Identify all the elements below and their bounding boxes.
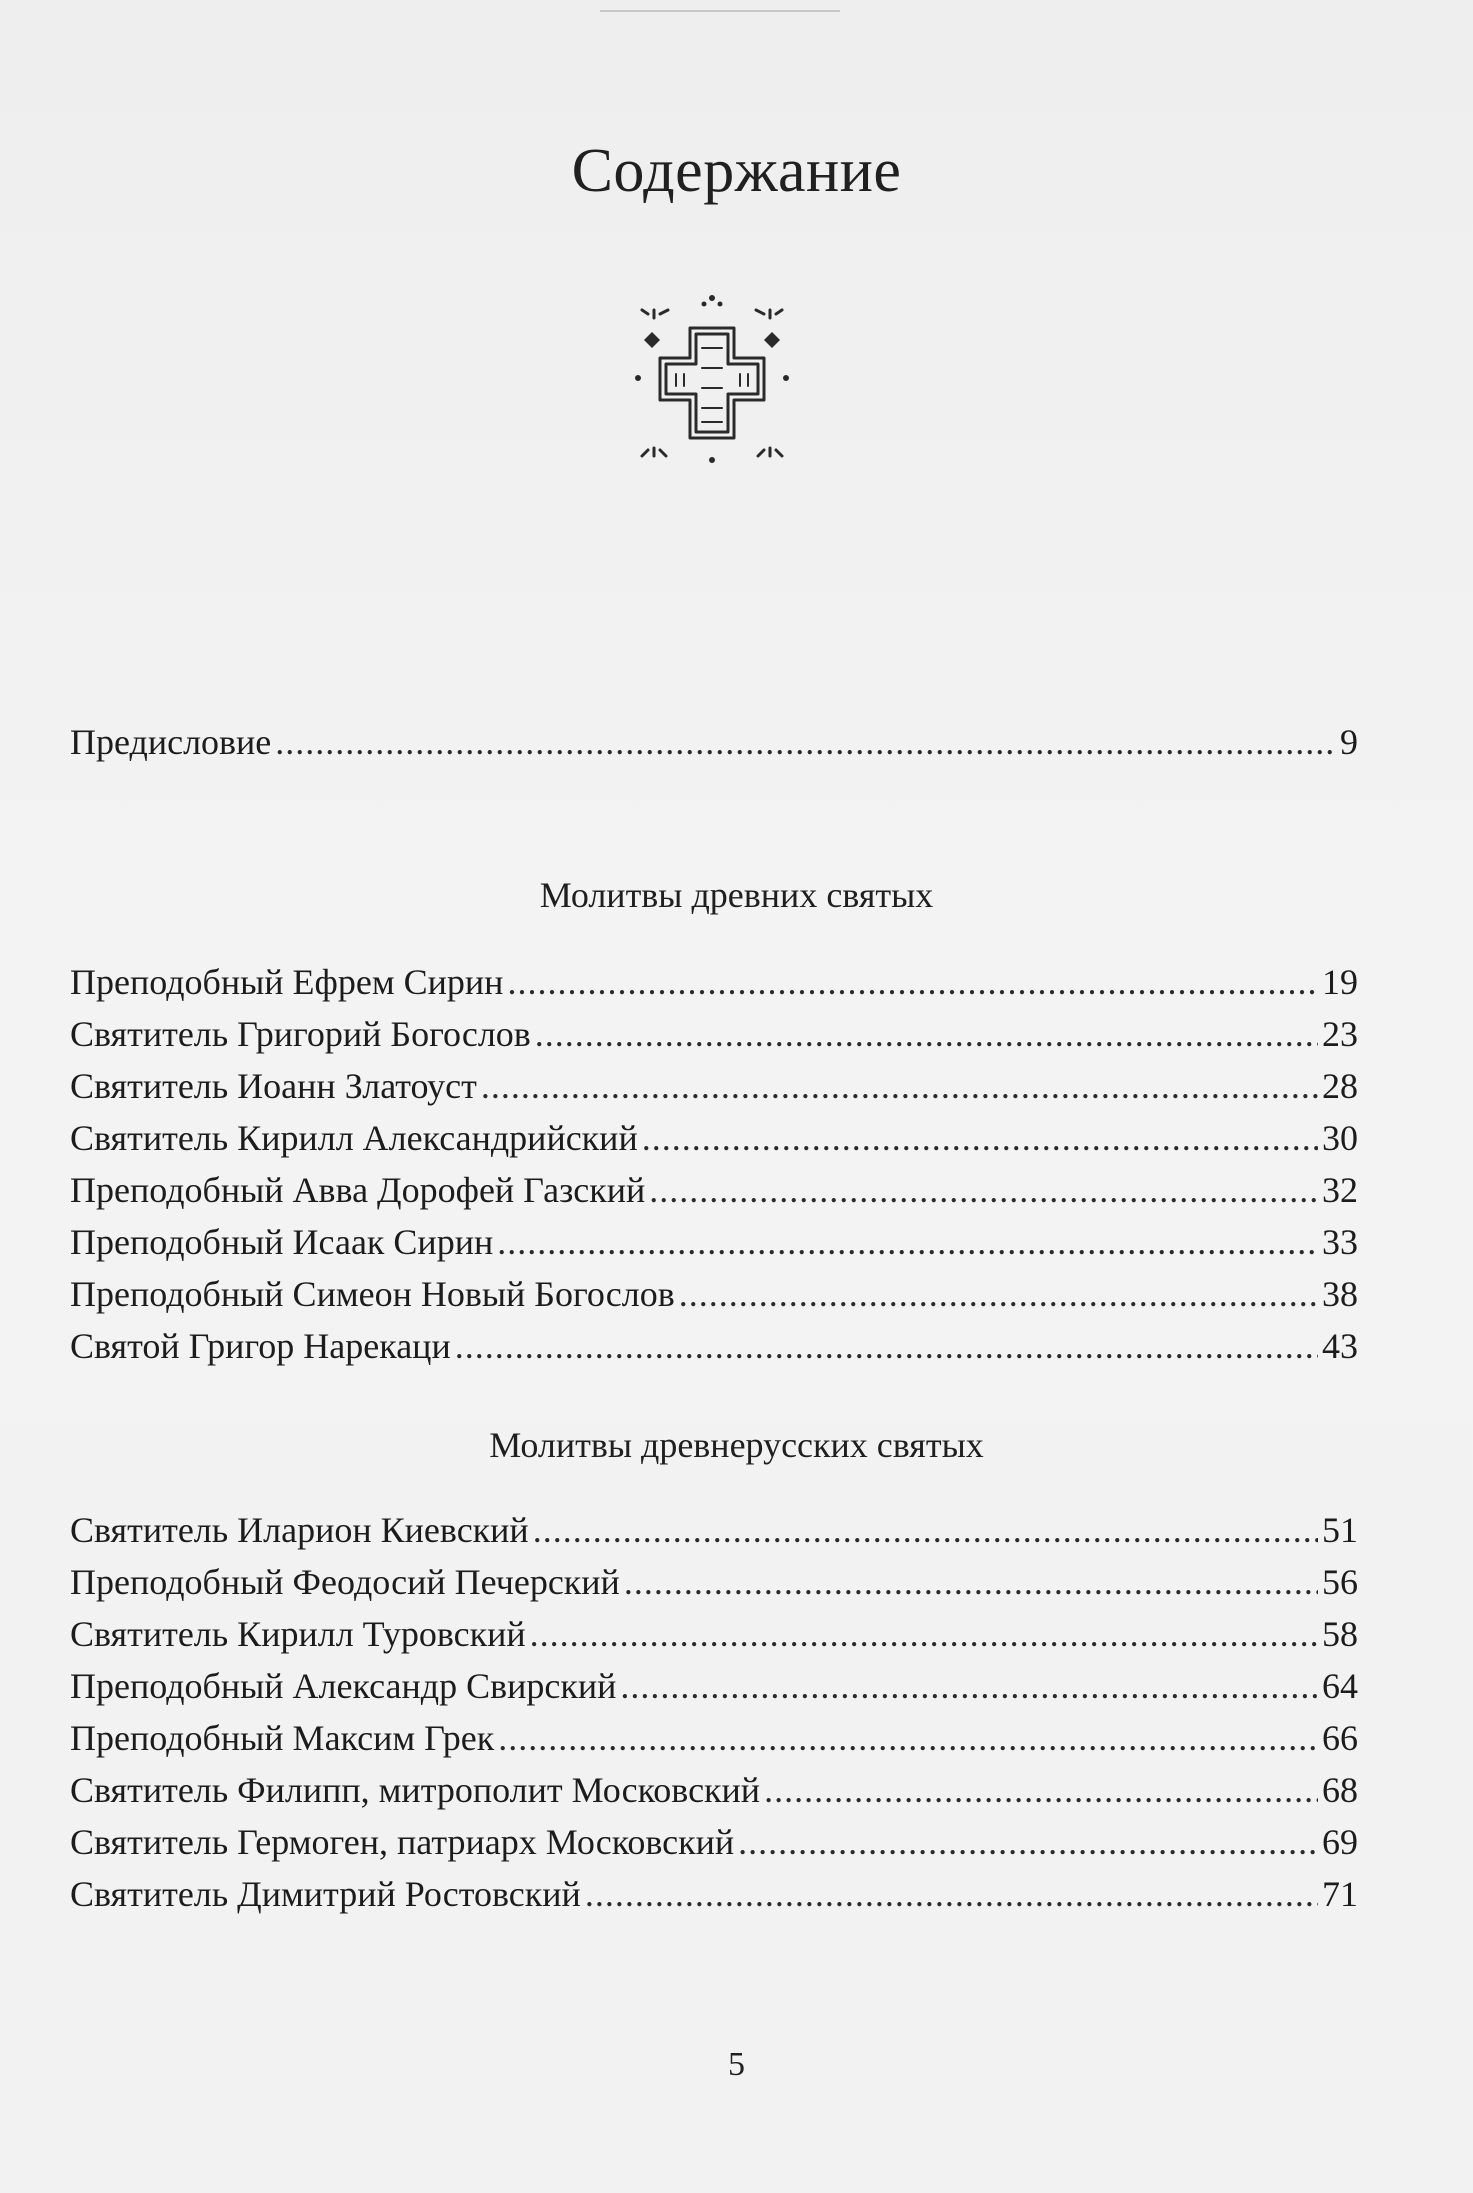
toc-entry-name: Святитель Гермоген, патриарх Московский: [70, 1822, 735, 1862]
toc-entry[interactable]: [70, 1716, 1358, 1760]
leader-dots: [764, 1768, 1318, 1812]
toc-entry[interactable]: [70, 1872, 1358, 1916]
toc-entry[interactable]: [70, 1064, 1358, 1108]
leader-dots: [649, 1168, 1318, 1212]
toc-entry[interactable]: [70, 1508, 1358, 1552]
page-number: 5: [728, 2046, 745, 2083]
toc-entry-page: 32: [1322, 1170, 1358, 1210]
toc-entry-page: 69: [1322, 1822, 1358, 1862]
leader-dots: [530, 1612, 1318, 1656]
toc-entry-page: 56: [1322, 1562, 1358, 1602]
toc-entry-name: Преподобный Авва Дорофей Газский: [70, 1170, 646, 1210]
toc-entry[interactable]: [70, 1612, 1358, 1656]
toc-entry-name: Преподобный Симеон Новый Богослов: [70, 1274, 675, 1314]
toc-entry[interactable]: [70, 1220, 1358, 1264]
toc-entry-page: 58: [1322, 1614, 1358, 1654]
toc-entry-page: 33: [1322, 1222, 1358, 1262]
toc-entry[interactable]: [70, 1012, 1358, 1056]
leader-dots: [535, 1012, 1318, 1056]
toc-entry-name: Святой Григор Нарекаци: [70, 1326, 451, 1366]
toc-entry-name: Преподобный Феодосий Печерский: [70, 1562, 620, 1602]
toc-entry-name: Преподобный Александр Свирский: [70, 1666, 617, 1706]
toc-entry-page: 38: [1322, 1274, 1358, 1314]
toc-entry[interactable]: [70, 1664, 1358, 1708]
toc-entry[interactable]: [70, 960, 1358, 1004]
toc-entry[interactable]: [70, 1820, 1358, 1864]
toc-entry[interactable]: [70, 1768, 1358, 1812]
toc-entry-name: Преподобный Максим Грек: [70, 1718, 495, 1758]
toc-entry[interactable]: [70, 1324, 1358, 1368]
leader-dots: [738, 1820, 1318, 1864]
leader-dots: [642, 1116, 1318, 1160]
toc-entry-page: 9: [1340, 722, 1358, 762]
leader-dots: [507, 960, 1318, 1004]
toc-entry-page: 51: [1322, 1510, 1358, 1550]
toc-entry[interactable]: [70, 1168, 1358, 1212]
toc-entry[interactable]: [70, 1116, 1358, 1160]
toc-entry-name: Святитель Димитрий Ростовский: [70, 1874, 581, 1914]
toc-entry-page: 28: [1322, 1066, 1358, 1106]
toc-entry[interactable]: [70, 1560, 1358, 1604]
leader-dots: [275, 720, 1336, 764]
toc-entry-page: 66: [1322, 1718, 1358, 1758]
toc-entry-preface[interactable]: [70, 720, 1358, 764]
cross-ornament-icon: [632, 288, 792, 468]
toc-entry-name: Святитель Кирилл Александрийский: [70, 1118, 638, 1158]
leader-dots: [533, 1508, 1318, 1552]
toc-entry-name: Преподобный Ефрем Сирин: [70, 962, 504, 1002]
toc-entry-name: Преподобный Исаак Сирин: [70, 1222, 494, 1262]
toc-entry-name: Святитель Кирилл Туровский: [70, 1614, 526, 1654]
leader-dots: [481, 1064, 1318, 1108]
toc-entry-name: Святитель Иларион Киевский: [70, 1510, 529, 1550]
toc-entry-page: 68: [1322, 1770, 1358, 1810]
toc-entry-name: Предисловие: [70, 722, 272, 762]
leader-dots: [679, 1272, 1318, 1316]
section-heading: Молитвы древнерусских святых: [489, 1425, 984, 1465]
section-heading: Молитвы древних святых: [539, 875, 934, 915]
toc-entry-page: 64: [1322, 1666, 1358, 1706]
page-title: Содержание: [571, 137, 902, 205]
toc-entry-page: 71: [1322, 1874, 1358, 1914]
toc-entry-page: 19: [1322, 962, 1358, 1002]
leader-dots: [497, 1220, 1318, 1264]
leader-dots: [585, 1872, 1318, 1916]
toc-entry-name: Святитель Филипп, митрополит Московский: [70, 1770, 761, 1810]
leader-dots: [620, 1664, 1318, 1708]
toc-entry-name: Святитель Иоанн Златоуст: [70, 1066, 477, 1106]
toc-entry-page: 30: [1322, 1118, 1358, 1158]
top-rule: [600, 10, 840, 12]
leader-dots: [498, 1716, 1318, 1760]
toc-entry-name: Святитель Григорий Богослов: [70, 1014, 531, 1054]
toc-entry[interactable]: [70, 1272, 1358, 1316]
leader-dots: [624, 1560, 1318, 1604]
leader-dots: [455, 1324, 1318, 1368]
toc-entry-page: 43: [1322, 1326, 1358, 1366]
toc-entry-page: 23: [1322, 1014, 1358, 1054]
